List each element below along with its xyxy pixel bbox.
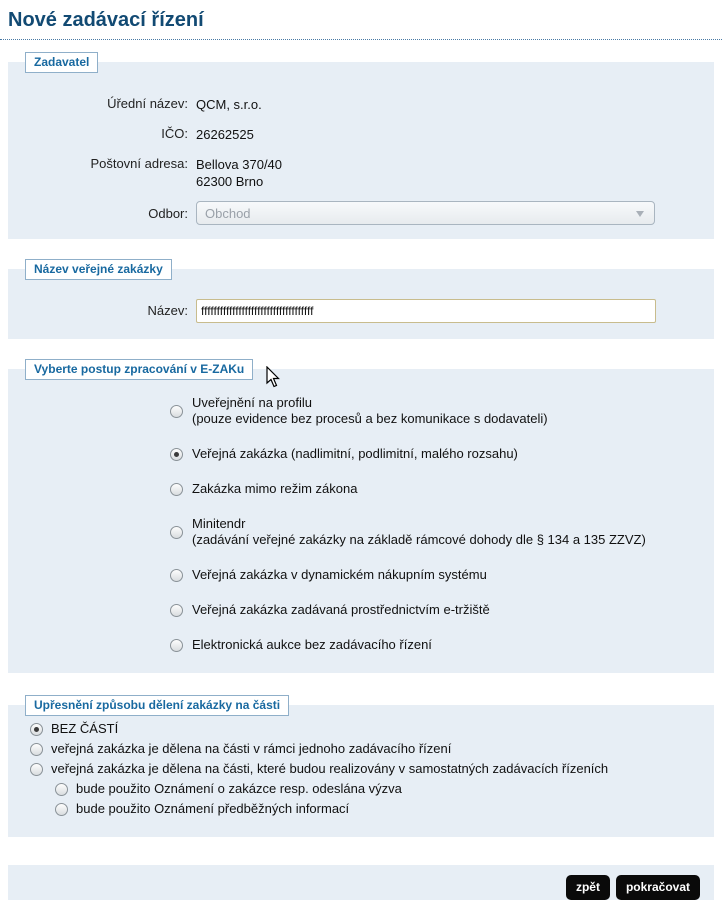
- radio-icon[interactable]: [170, 639, 183, 652]
- option-label: Veřejná zakázka (nadlimitní, podlimitní, malého rozsahu): [192, 446, 518, 461]
- option-label: Uveřejnění na profilu: [192, 395, 312, 410]
- process-option-profile-publication[interactable]: [170, 395, 714, 427]
- fieldset-contract-name: [8, 262, 714, 339]
- department-selected-value: Obchod: [205, 206, 251, 221]
- option-label: Veřejná zakázka zadávaná prostřednictvím e-tržiště: [192, 602, 490, 617]
- continue-button[interactable]: pokračovat: [616, 875, 700, 900]
- radio-icon[interactable]: [30, 763, 43, 776]
- option-label: Zakázka mimo režim zákona: [192, 481, 358, 496]
- option-label: veřejná zakázka je dělena na části v rámci jednoho zadávacího řízení: [51, 741, 452, 756]
- page-title: Nové zadávací řízení: [0, 0, 722, 40]
- division-suboption-prior-information[interactable]: [55, 801, 714, 817]
- option-label: Veřejná zakázka v dynamickém nákupním systému: [192, 567, 487, 582]
- department-row: [8, 201, 714, 225]
- option-label: bude použito Oznámení o zakázce resp. odeslána výzva: [76, 781, 402, 796]
- postal-address-value: [196, 154, 282, 190]
- option-label: BEZ ČÁSTÍ: [51, 721, 119, 736]
- option-label: bude použito Oznámení předběžných informací: [76, 801, 350, 816]
- division-suboption-contract-notice[interactable]: [55, 781, 714, 797]
- division-option-no-lots[interactable]: [30, 721, 714, 737]
- option-sublabel: (zadávání veřejné zakázky na základě rámcové dohody dle § 134 a 135 ZZVZ): [192, 532, 646, 547]
- fieldset-legend-process-selection: Vyberte postup zpracování v E-ZAKu: [25, 359, 253, 380]
- postal-address-row: [8, 154, 714, 190]
- address-line-1: Bellova 370/40: [196, 157, 283, 172]
- contract-name-row: [8, 299, 714, 323]
- fieldset-lot-division: [8, 698, 714, 837]
- radio-icon[interactable]: [30, 743, 43, 756]
- division-option-separate-procedures[interactable]: [30, 761, 714, 777]
- division-option-single-procedure[interactable]: [30, 741, 714, 757]
- address-line-2: 62300 Brno: [196, 174, 264, 189]
- process-option-public-contract[interactable]: [170, 446, 714, 462]
- department-label: Odbor:: [148, 206, 188, 221]
- radio-icon[interactable]: [55, 783, 68, 796]
- radio-icon-selected[interactable]: [170, 448, 183, 461]
- official-name-value: QCM, s.r.o.: [196, 97, 262, 112]
- process-option-eauction[interactable]: [170, 637, 714, 653]
- process-option-dynamic-purchasing[interactable]: [170, 567, 714, 583]
- option-label: veřejná zakázka je dělena na části, které budou realizovány v samostatných zadávacích řízeních: [51, 761, 609, 776]
- fieldset-legend-contract-name: Název veřejné zakázky: [25, 259, 172, 280]
- process-option-minitender[interactable]: [170, 516, 714, 548]
- ico-row: [8, 124, 714, 143]
- process-option-outside-law[interactable]: [170, 481, 714, 497]
- radio-icon[interactable]: [55, 803, 68, 816]
- chevron-down-icon: [636, 211, 644, 217]
- actions-panel: [8, 865, 714, 900]
- option-label: Elektronická aukce bez zadávacího řízení: [192, 637, 432, 652]
- radio-icon[interactable]: [170, 526, 183, 539]
- radio-icon[interactable]: [170, 405, 183, 418]
- radio-icon[interactable]: [170, 604, 183, 617]
- ico-value: 26262525: [196, 127, 254, 142]
- radio-icon-selected[interactable]: [30, 723, 43, 736]
- back-button[interactable]: zpět: [566, 875, 610, 900]
- radio-icon[interactable]: [170, 483, 183, 496]
- option-sublabel: (pouze evidence bez procesů a bez komunikace s dodavateli): [192, 411, 548, 426]
- department-select: [196, 201, 655, 225]
- ico-label: IČO:: [161, 126, 188, 141]
- fieldset-process-selection: [8, 362, 714, 673]
- process-option-emarketplace[interactable]: [170, 602, 714, 618]
- contract-name-label: Název:: [147, 303, 188, 318]
- fieldset-contracting-authority: [8, 55, 714, 239]
- postal-address-label: Poštovní adresa:: [90, 156, 188, 171]
- fieldset-legend-contracting-authority: Zadavatel: [25, 52, 98, 73]
- official-name-label: Úřední název:: [107, 96, 188, 111]
- fieldset-legend-lot-division: Upřesnění způsobu dělení zakázky na části: [25, 695, 289, 716]
- contract-name-input[interactable]: [196, 299, 656, 323]
- option-label: Minitendr: [192, 516, 246, 531]
- radio-icon[interactable]: [170, 569, 183, 582]
- official-name-row: [8, 94, 714, 113]
